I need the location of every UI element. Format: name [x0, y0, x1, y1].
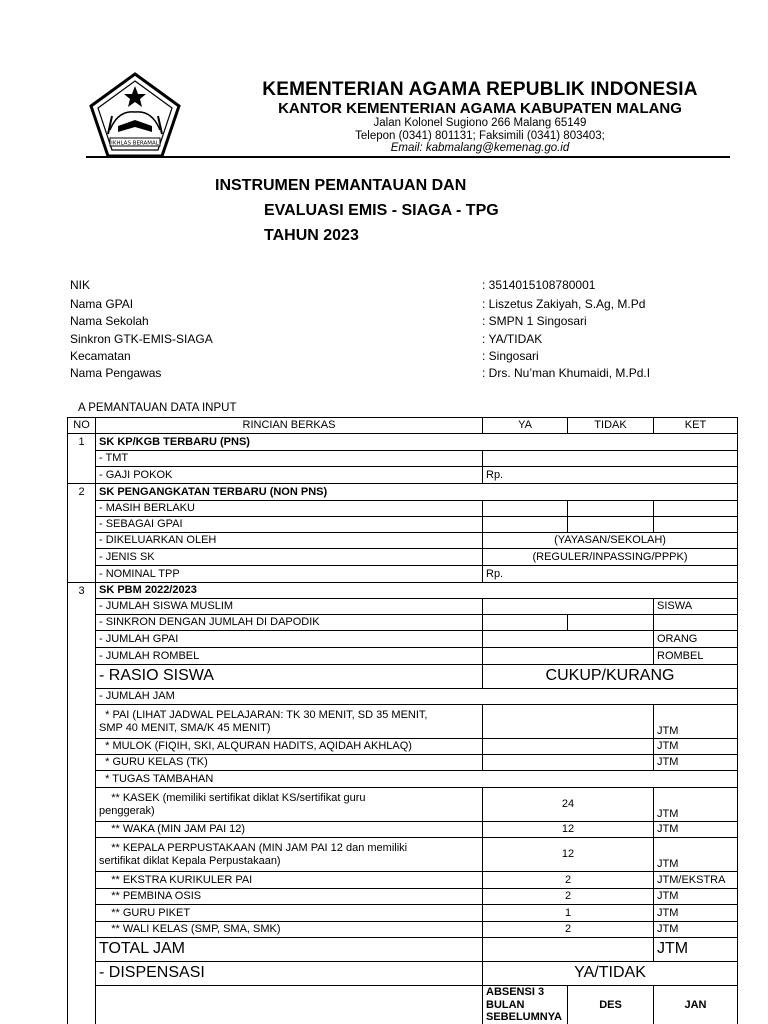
item-label: - RASIO SISWA — [96, 665, 483, 689]
sync-value: : YA/TIDAK — [482, 332, 543, 346]
item-line: SMP 40 MENIT, SMA/K 45 MENIT) — [99, 721, 271, 734]
table-row — [68, 484, 738, 501]
absensi-label: ABSENSI 3 BULAN SEBELUMNYA — [483, 986, 568, 1024]
nik-value: : 3514015108780001 — [482, 278, 596, 292]
ket-cell: ORANG — [654, 631, 738, 648]
ket-cell: JTM — [654, 905, 738, 922]
item-label: ** WAKA (MIN JAM PAI 12) — [96, 822, 483, 838]
doc-title-line3: TAHUN 2023 — [264, 227, 359, 244]
table-row — [68, 566, 738, 583]
month-jan: JAN — [654, 986, 738, 1024]
tidak-cell[interactable] — [568, 501, 654, 517]
section-title: SK PBM 2022/2023 — [96, 583, 738, 599]
input-cell[interactable]: 12 — [483, 838, 654, 872]
item-label: - SINKRON DENGAN JUMLAH DI DAPODIK — [96, 615, 483, 631]
ya-cell[interactable] — [483, 615, 568, 631]
input-cell[interactable]: 2 — [483, 889, 654, 905]
item-label: - JUMLAH ROMBEL — [96, 648, 483, 665]
item-label — [96, 788, 483, 822]
table-row — [68, 922, 738, 938]
table-row — [68, 838, 738, 872]
input-cell[interactable]: 1 — [483, 905, 654, 922]
ket-cell: JTM — [654, 938, 738, 962]
table-row — [68, 788, 738, 822]
input-cell[interactable] — [483, 739, 654, 755]
district-value: : Singosari — [482, 349, 539, 363]
row-no: 2 — [68, 484, 96, 583]
col-header-no: NO — [68, 418, 96, 434]
item-line: * PAI (LIHAT JADWAL PELAJARAN: TK 30 MENIT, SD 35 MENIT, — [99, 708, 428, 721]
school-name-label: Nama Sekolah — [70, 314, 149, 328]
input-cell[interactable]: 24 — [483, 788, 654, 822]
ket-cell: JTM/EKSTRA — [654, 872, 738, 889]
supervisor-label: Nama Pengawas — [70, 366, 162, 380]
ket-cell: JTM — [654, 739, 738, 755]
input-cell[interactable] — [483, 631, 654, 648]
col-header-tidak: TIDAK — [568, 418, 654, 434]
office-phone: Telepon (0341) 801131; Faksimili (0341) 803403; — [355, 130, 605, 142]
table-row — [68, 467, 738, 484]
col-header-ket: KET — [654, 418, 738, 434]
month-des: DES — [568, 986, 654, 1024]
kemenag-logo — [88, 72, 182, 160]
table-header-row — [68, 418, 738, 434]
input-cell[interactable]: 2 — [483, 872, 654, 889]
input-cell[interactable]: 12 — [483, 822, 654, 838]
table-row — [68, 631, 738, 648]
row-no: 1 — [68, 434, 96, 484]
table-row — [68, 689, 738, 705]
section-a-heading: A PEMANTAUAN DATA INPUT — [78, 402, 237, 414]
item-line: ** KASEK (memiliki sertifikat diklat KS/sertifikat guru — [99, 791, 366, 804]
item-label: - SEBAGAI GPAI — [96, 517, 483, 533]
table-row — [68, 549, 738, 566]
table-row — [68, 501, 738, 517]
col-header-ya: YA — [483, 418, 568, 434]
ket-cell[interactable] — [654, 501, 738, 517]
item-label: - NOMINAL TPP — [96, 566, 483, 583]
ket-cell: ROMBEL — [654, 648, 738, 665]
table-row — [68, 517, 738, 533]
input-cell[interactable]: Rp. — [483, 467, 738, 484]
item-label: ** WALI KELAS (SMP, SMA, SMK) — [96, 922, 483, 938]
input-cell[interactable] — [483, 705, 654, 739]
section-title: SK KP/KGB TERBARU (PNS) — [96, 434, 738, 451]
table-row — [68, 905, 738, 922]
input-cell[interactable]: (REGULER/INPASSING/PPPK) — [483, 549, 738, 566]
nik-label: NIK — [70, 278, 91, 292]
gpai-name-value: : Liszetus Zakiyah, S.Ag, M.Pd — [482, 297, 646, 311]
item-label: - JUMLAH SISWA MUSLIM — [96, 599, 483, 615]
table-row — [68, 755, 738, 771]
col-header-rincian: RINCIAN BERKAS — [96, 418, 483, 434]
table-row — [68, 705, 738, 739]
tidak-cell[interactable] — [568, 517, 654, 533]
table-row — [68, 986, 738, 1024]
row-no — [96, 986, 483, 1024]
table-row — [68, 822, 738, 838]
item-label: ** GURU PIKET — [96, 905, 483, 922]
ket-cell[interactable] — [654, 517, 738, 533]
school-name-value: : SMPN 1 Singosari — [482, 314, 587, 328]
ya-cell[interactable] — [483, 501, 568, 517]
item-label: - MASIH BERLAKU — [96, 501, 483, 517]
office-address: Jalan Kolonel Sugiono 266 Malang 65149 — [373, 117, 587, 129]
item-line: penggerak) — [99, 804, 155, 817]
item-label: ** PEMBINA OSIS — [96, 889, 483, 905]
table-row — [68, 583, 738, 599]
doc-title-line2: EVALUASI EMIS - SIAGA - TPG — [264, 202, 499, 219]
header-divider — [86, 156, 730, 158]
ministry-name: KEMENTERIAN AGAMA REPUBLIK INDONESIA — [262, 79, 698, 100]
item-label — [96, 838, 483, 872]
table-row — [68, 938, 738, 962]
monitoring-table — [67, 417, 738, 1024]
total-label: TOTAL JAM — [96, 938, 483, 962]
district-label: Kecamatan — [70, 349, 131, 363]
table-row — [68, 739, 738, 755]
table-row — [68, 533, 738, 549]
item-line: sertifikat diklat Kepala Perpustakaan) — [99, 854, 281, 867]
office-name: KANTOR KEMENTERIAN AGAMA KABUPATEN MALANG — [278, 100, 682, 117]
item-label: - DISPENSASI — [96, 962, 483, 986]
table-row — [68, 771, 738, 788]
item-line: ** KEPALA PERPUSTAKAAN (MIN JAM PAI 12 dan memiliki — [99, 841, 408, 854]
item-label: - TMT — [96, 451, 483, 467]
table-row — [68, 648, 738, 665]
item-label: * MULOK (FIQIH, SKI, ALQURAN HADITS, AQIDAH AKHLAQ) — [96, 739, 483, 755]
table-row — [68, 434, 738, 451]
input-cell[interactable] — [483, 451, 738, 467]
sync-label: Sinkron GTK-EMIS-SIAGA — [70, 332, 213, 346]
item-label: - JUMLAH GPAI — [96, 631, 483, 648]
doc-title-line1: INSTRUMEN PEMANTAUAN DAN — [215, 177, 467, 194]
item-label: - GAJI POKOK — [96, 467, 483, 484]
input-cell[interactable] — [483, 599, 654, 615]
input-cell[interactable]: YA/TIDAK — [483, 962, 738, 986]
item-label: - DIKELUARKAN OLEH — [96, 533, 483, 549]
ket-cell: JTM — [654, 889, 738, 905]
input-cell[interactable]: Rp. — [483, 566, 738, 583]
input-cell[interactable] — [483, 648, 654, 665]
ket-cell: JTM — [654, 788, 738, 822]
ket-cell: JTM — [654, 838, 738, 872]
ket-cell[interactable] — [654, 615, 738, 631]
item-label: - JUMLAH JAM — [96, 689, 738, 705]
section-title: SK PENGANGKATAN TERBARU (NON PNS) — [96, 484, 738, 501]
input-cell[interactable]: (YAYASAN/SEKOLAH) — [483, 533, 738, 549]
item-label: - JENIS SK — [96, 549, 483, 566]
supervisor-value: : Drs. Nu’man Khumaidi, M.Pd.I — [482, 366, 651, 380]
table-row — [68, 872, 738, 889]
office-email: Email: kabmalang@kemenag.go.id — [390, 142, 570, 154]
table-row — [68, 615, 738, 631]
table-row — [68, 962, 738, 986]
input-cell[interactable]: 2 — [483, 922, 654, 938]
ket-cell: JTM — [654, 755, 738, 771]
tidak-cell[interactable] — [568, 615, 654, 631]
row-no: 3 — [68, 583, 96, 1024]
svg-text:IKHLAS BERAMAL: IKHLAS BERAMAL — [111, 140, 159, 147]
ket-cell: JTM — [654, 922, 738, 938]
table-row — [68, 889, 738, 905]
input-cell[interactable]: CUKUP/KURANG — [483, 665, 738, 689]
item-label: * GURU KELAS (TK) — [96, 755, 483, 771]
ket-cell: SISWA — [654, 599, 738, 615]
ket-cell: JTM — [654, 705, 738, 739]
input-cell[interactable] — [483, 938, 654, 962]
item-label: * TUGAS TAMBAHAN — [96, 771, 738, 788]
ket-cell: JTM — [654, 822, 738, 838]
gpai-name-label: Nama GPAI — [70, 297, 134, 311]
item-label — [96, 705, 483, 739]
table-row — [68, 599, 738, 615]
table-row — [68, 665, 738, 689]
ya-cell[interactable] — [483, 517, 568, 533]
table-row — [68, 451, 738, 467]
item-label: ** EKSTRA KURIKULER PAI — [96, 872, 483, 889]
input-cell[interactable] — [483, 755, 654, 771]
